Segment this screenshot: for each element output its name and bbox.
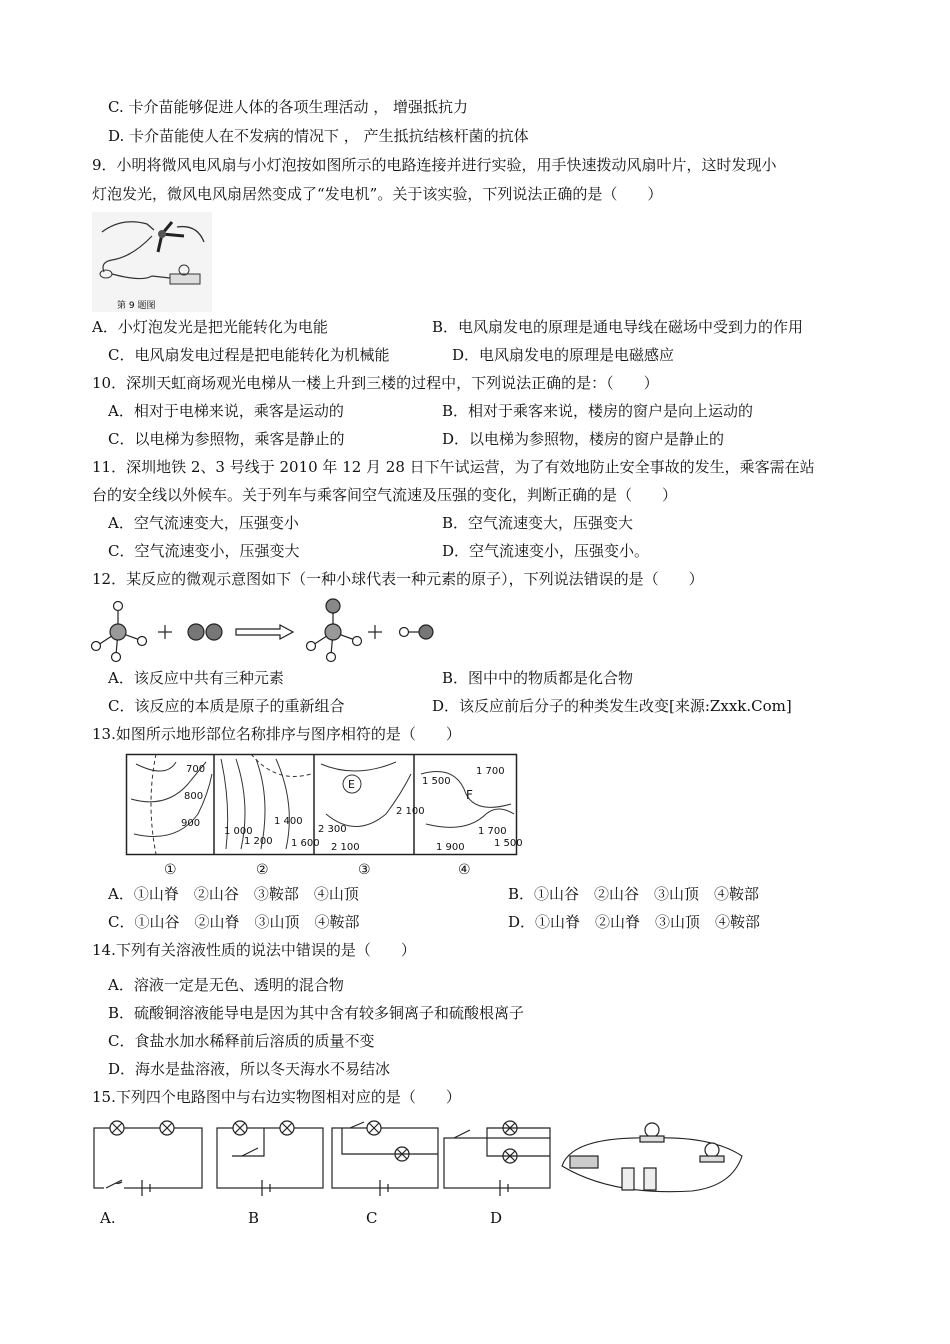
map-label: 1 500 — [422, 776, 451, 787]
map-label: 2 100 — [396, 806, 425, 817]
q15-label-c: C — [366, 1209, 378, 1227]
q10-stem: 10．深圳天虹商场观光电梯从一楼上升到三楼的过程中，下列说法正确的是：（ ） — [92, 374, 659, 392]
q11-option-a: A．空气流速变大，压强变小 — [108, 514, 299, 532]
map-label: 700 — [186, 764, 206, 775]
map-panel-number: ③ — [358, 862, 371, 878]
map-label: 2 300 — [318, 824, 347, 835]
q10-option-a: A．相对于电梯来说，乘客是运动的 — [108, 402, 344, 420]
q10-option-c: C．以电梯为参照物，乘客是静止的 — [108, 430, 345, 448]
q9-stem-line1: 9．小明将微风电风扇与小灯泡按如图所示的电路连接并进行实验，用手快速拨动风扇叶片，这时发现小 — [92, 156, 777, 174]
q14-option-b: B．硫酸铜溶液能导电是因为其中含有较多铜离子和硫酸根离子 — [108, 1004, 525, 1022]
map-label: 1 900 — [436, 842, 465, 853]
q13-option-b: B．①山谷 ②山谷 ③山顶 ④鞍部 — [508, 885, 760, 903]
map-label: 2 100 — [331, 842, 360, 853]
q12-option-b: B．图中中的物质都是化合物 — [442, 669, 634, 687]
map-label: F — [466, 788, 473, 802]
q13-option-d: D．①山脊 ②山脊 ③山顶 ④鞍部 — [508, 913, 761, 931]
q11-stem-line1: 11．深圳地铁 2、3 号线于 2010 年 12 月 28 日下午试运营，为了有效地防止安全事故的发生，乘客需在站 — [92, 458, 815, 476]
map-panel-number: ② — [256, 862, 269, 878]
map-label: 900 — [181, 818, 201, 829]
map-label: 1 200 — [244, 836, 273, 847]
map-label: 1 400 — [274, 816, 303, 827]
q15-stem: 15.下列四个电路图中与右边实物图相对应的是（ ） — [92, 1088, 461, 1106]
q12-option-a: A．该反应中共有三种元素 — [108, 669, 284, 687]
q11-option-c: C．空气流速变小，压强变大 — [108, 542, 300, 560]
q14-option-c: C．食盐水加水稀释前后溶质的质量不变 — [108, 1032, 375, 1050]
q14-option-d: D．海水是盐溶液，所以冬天海水不易结冰 — [108, 1060, 391, 1078]
q11-stem-line2: 台的安全线以外候车。关于列车与乘客间空气流速及压强的变化，判断正确的是（ ） — [92, 486, 678, 504]
q10-option-d: D．以电梯为参照物，楼房的窗户是静止的 — [442, 430, 725, 448]
q9-option-a: A．小灯泡发光是把光能转化为电能 — [92, 318, 328, 336]
q15-label-a: A. — [100, 1209, 116, 1227]
q14-option-a: A．溶液一定是无色、透明的混合物 — [108, 976, 344, 994]
map-panel-number: ④ — [458, 862, 471, 878]
q8-option-c: C. 卡介苗能够促进人体的各项生理活动 ， 增强抵抗力 — [108, 98, 469, 116]
q9-option-d: D．电风扇发电的原理是电磁感应 — [452, 346, 675, 364]
q11-option-d: D．空气流速变小，压强变小。 — [442, 542, 650, 560]
q13-option-a: A．①山脊 ②山谷 ③鞍部 ④山顶 — [108, 885, 359, 903]
q12-molecule-diagram — [88, 600, 448, 662]
map-label: E — [348, 778, 355, 791]
q10-option-b: B．相对于乘客来说，楼房的窗户是向上运动的 — [442, 402, 754, 420]
q15-label-b: B — [248, 1209, 260, 1227]
q12-option-c: C．该反应的本质是原子的重新组合 — [108, 697, 345, 715]
map-label: 1 500 — [494, 838, 523, 849]
q9-option-b: B．电风扇发电的原理是通电导线在磁场中受到力的作用 — [432, 318, 804, 336]
q11-option-b: B．空气流速变大，压强变大 — [442, 514, 634, 532]
q9-stem-line2: 灯泡发光，微风电风扇居然变成了“发电机”。关于该实验，下列说法正确的是（ ） — [92, 185, 663, 203]
q12-stem: 12．某反应的微观示意图如下（一种小球代表一种元素的原子），下列说法错误的是（ ） — [92, 570, 704, 588]
q15-circuit-diagrams — [92, 1116, 752, 1196]
map-label: 800 — [184, 791, 204, 802]
q14-stem: 14.下列有关溶液性质的说法中错误的是（ ） — [92, 941, 416, 959]
q8-option-d: D. 卡介苗能使人在不发病的情况下 ， 产生抵抗结核杆菌的抗体 — [108, 127, 529, 145]
map-label: 1 700 — [478, 826, 507, 837]
q9-option-c: C．电风扇发电过程是把电能转化为机械能 — [108, 346, 390, 364]
map-panel-number: ① — [164, 862, 177, 878]
q12-option-d: D．该反应前后分子的种类发生改变[来源:Zxxk.Com] — [432, 697, 792, 715]
q15-label-d: D — [490, 1209, 503, 1227]
q9-fan-figure — [92, 212, 212, 312]
q13-stem: 13.如图所示地形部位名称排序与图序相符的是（ ） — [92, 725, 461, 743]
q9-fig-caption: 第 9 题图 — [117, 301, 156, 311]
map-label: 1 700 — [476, 766, 505, 777]
q13-contour-map — [126, 754, 523, 878]
map-label: 1 000 — [224, 826, 253, 837]
map-label: 1 600 — [291, 838, 320, 849]
q13-option-c: C．①山谷 ②山脊 ③山顶 ④鞍部 — [108, 913, 360, 931]
